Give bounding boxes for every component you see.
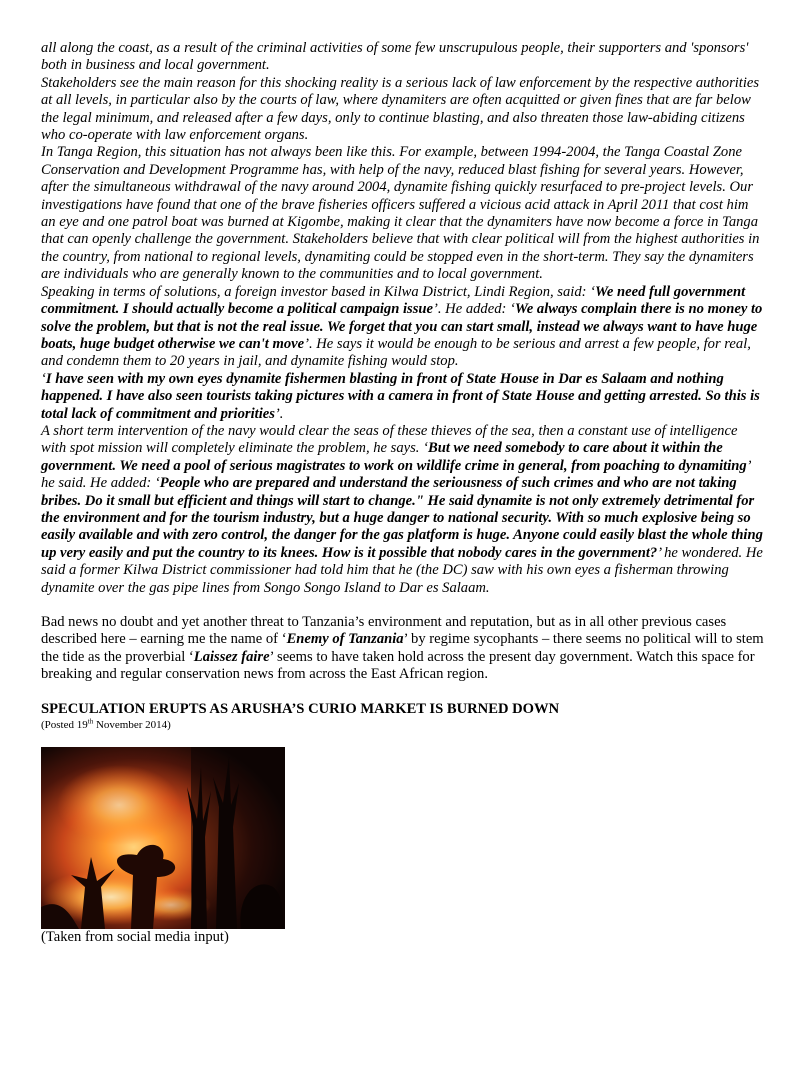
quote-state-house: I have seen with my own eyes dynamite fishermen blasting in front of State House in Dar es Salaam and nothing happened. I have also seen tourists taking pictures with a camera in front of State House and getting arrested. So this is total lack of commitment and priorities bbox=[41, 370, 760, 422]
text-span: Bad news no doubt and yet another threat to Tanzania’s environment and reputation, but as in all other previous cases described here – earning me the name of ‘ bbox=[41, 614, 727, 648]
posted-sup: th bbox=[87, 716, 94, 725]
quote-magistrates: People who are prepared and understand the seriousness of such crimes and who are not taking bribes. Do it small but efficient and things will start to change." He said dynamite is not only extremely detrimental for the environment and for the tourism industry, but a huge danger to national security. With so much explosive being so easily available and with zero control, the danger for the gas platform is huge. Anyone could easily blast the whole thing up very easily and put the country to its knees. How is it possible that nobody cares in the government? bbox=[41, 475, 763, 561]
text-span: ’ seems to have taken hold across the present day government. Watch this space for breaking and regular conservation news from across the East African region. bbox=[41, 648, 755, 683]
phrase-laissez-faire: Laissez faire bbox=[193, 648, 270, 665]
quote-budget: We always complain there is no money to solve the problem, but that is not the real issue. We forget that you can start small, instead we always want to have huge boats, huge budget otherwise we can't move bbox=[41, 301, 763, 352]
text-span: ’ he said. He added: ‘ bbox=[41, 457, 750, 492]
posted-prefix: (Posted 19 bbox=[41, 718, 88, 731]
document-page bbox=[41, 40, 765, 946]
text-span: ’. He says it would be enough to be serious and arrest a few people, for real, and condemn them to 20 years in jail, and dynamite fishing would stop. bbox=[41, 335, 751, 370]
paragraph-navy-intervention bbox=[41, 423, 765, 597]
text-span: A short term intervention of the navy would clear the seas of these thieves of the sea, then a constant use of intelligence with spot mission will completely eliminate the problem, he says. ‘ bbox=[41, 422, 738, 457]
posted-suffix: November 2014) bbox=[93, 718, 171, 731]
paragraph-bad-news bbox=[41, 614, 765, 684]
photo-caption: (Taken from social media input) bbox=[41, 928, 229, 945]
posted-date bbox=[41, 716, 765, 732]
text-span: ’. bbox=[274, 405, 284, 422]
text-span: ’ he wondered. He said a former Kilwa District commissioner had told him that he (the DC) saw with his own eyes a fisherman throwing dynamite over the gas pipe lines from Songo Songo Island to Dar es Salaam. bbox=[41, 544, 763, 596]
fire-photo bbox=[41, 747, 285, 929]
paragraph-coast: all along the coast, as a result of the criminal activities of some few unscrupulous people, their supporters and 'sponsors' both in business and local government. bbox=[41, 40, 749, 74]
phrase-enemy: Enemy of Tanzania bbox=[286, 631, 404, 648]
text-span: Speaking in terms of solutions, a foreign investor based in Kilwa District, Lindi Region, said: ‘ bbox=[41, 283, 596, 300]
paragraph-solutions bbox=[41, 284, 765, 371]
paragraph-state-house bbox=[41, 371, 765, 423]
article-heading: SPECULATION ERUPTS AS ARUSHA’S CURIO MARKET IS BURNED DOWN bbox=[41, 700, 560, 717]
quote-care: But we need somebody to care about it within the government. We need a pool of serious magistrates to work on wildlife crime in general, from poaching to dynamiting bbox=[41, 440, 747, 474]
text-span: ’ by regime sycophants – there seems no political will to stem the tide as the proverbial ‘ bbox=[41, 631, 764, 665]
paragraph-tanga-region: In Tanga Region, this situation has not always been like this. For example, between 1994-2004, the Tanga Coastal Zone Conservation and Development Programme has, with help of the navy, reduced blast fishing for several years. However, after the simultaneous withdrawal of the navy around 2004, dynamite fishing quickly resurfaced to pre-project levels. Our investigations have found that one of the brave fisheries officers suffered a vicious acid attack in April 2011 that cost him an eye and one patrol boat was burned at Kigombe, making it clear that the dynamiters have now become a force in Tanga that can openly challenge the government. Stakeholders believe that with clear political will from the highest authorities in the country, from national to regional levels, dynamiting could be stopped even in the short-term. They say the dynamiters are individuals who are generally known to the communities and to local government. bbox=[41, 144, 760, 283]
quote-commitment: We need full government commitment. I should actually become a political campaign issue bbox=[41, 283, 746, 318]
text-span: ‘ bbox=[41, 370, 46, 387]
spacer bbox=[41, 597, 765, 614]
spacer bbox=[41, 684, 765, 701]
paragraph-stakeholders: Stakeholders see the main reason for this shocking reality is a serious lack of law enforcement by the respective authorities at all levels, in particular also by the courts of law, where dynamiters are often acquitted or given fines that are far below the legal minimum, and released after a few days, only to continue blasting, and also threaten those law-abiding citizens who co-operate with law enforcement organs. bbox=[41, 74, 760, 144]
text-span: ’. He added: ‘ bbox=[433, 301, 515, 318]
